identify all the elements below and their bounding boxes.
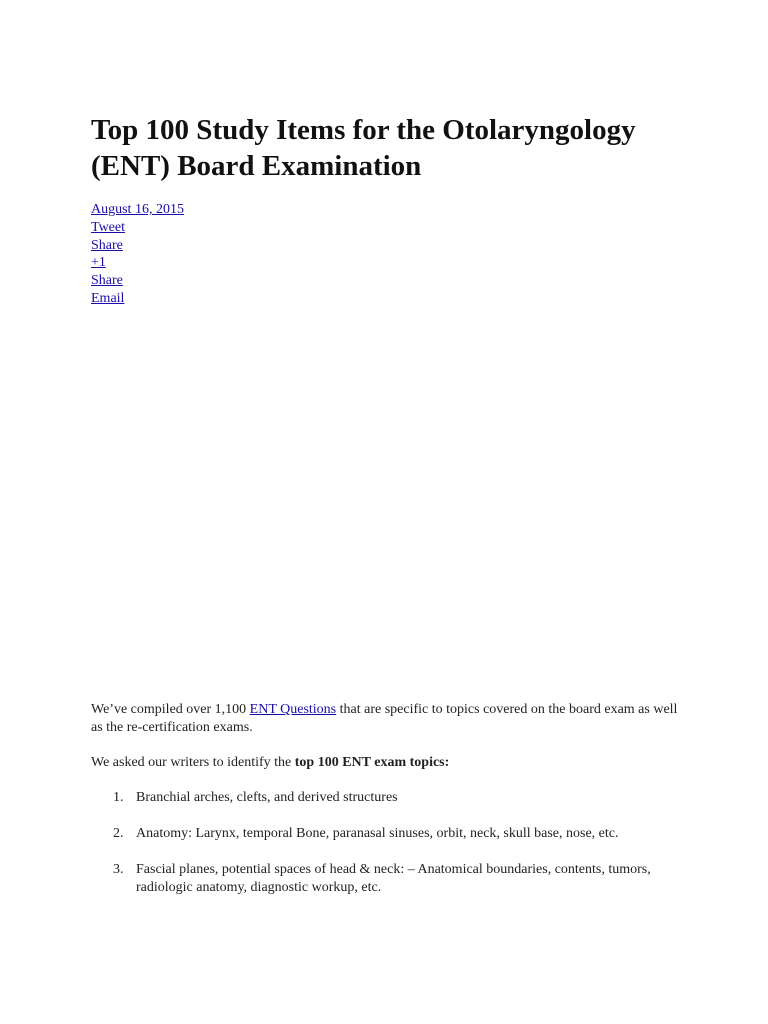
ent-questions-link[interactable]: ENT Questions xyxy=(249,702,337,717)
asked-paragraph xyxy=(91,754,691,772)
facebook-share-link[interactable]: Share xyxy=(91,237,123,253)
list-number: 1. xyxy=(113,790,124,805)
linkedin-share-link[interactable]: Share xyxy=(91,273,123,289)
intro-text-after: that are specific to topics covered on the board exam as well as the re-certification exams. xyxy=(91,702,678,735)
article-title: Top 100 Study Items for the Otolaryngology (ENT) Board Examination xyxy=(91,114,636,182)
asked-text: We asked our writers to identify the xyxy=(91,755,295,770)
date-item xyxy=(91,201,184,219)
intro-paragraph xyxy=(91,701,691,737)
list-item xyxy=(91,861,691,897)
share-item xyxy=(91,219,184,237)
asked-bold-text: top 100 ENT exam topics: xyxy=(294,755,450,770)
topics-list xyxy=(91,789,691,897)
date-link[interactable]: August 16, 2015 xyxy=(91,202,184,217)
list-item-text: Branchial arches, clefts, and derived structures xyxy=(136,790,398,805)
list-item xyxy=(91,825,691,843)
article-body xyxy=(91,701,691,915)
list-item xyxy=(91,789,691,807)
tweet-link[interactable]: Tweet xyxy=(91,219,126,235)
article-meta-links xyxy=(91,201,184,308)
list-item-text: Fascial planes, potential spaces of head & neck: – Anatomical boundaries, contents, tumors, radiologic anatomy, diagnostic workup, etc. xyxy=(136,862,651,895)
plus-one-link[interactable]: +1 xyxy=(91,255,106,271)
share-item xyxy=(91,254,184,272)
intro-text-before: We’ve compiled over 1,100 xyxy=(91,702,250,717)
share-item xyxy=(91,237,184,255)
share-item xyxy=(91,272,184,290)
list-number: 3. xyxy=(113,862,124,877)
share-item xyxy=(91,290,184,308)
list-number: 2. xyxy=(113,826,124,841)
email-link[interactable]: Email xyxy=(91,290,125,306)
list-item-text: Anatomy: Larynx, temporal Bone, paranasal sinuses, orbit, neck, skull base, nose, etc. xyxy=(136,826,619,841)
